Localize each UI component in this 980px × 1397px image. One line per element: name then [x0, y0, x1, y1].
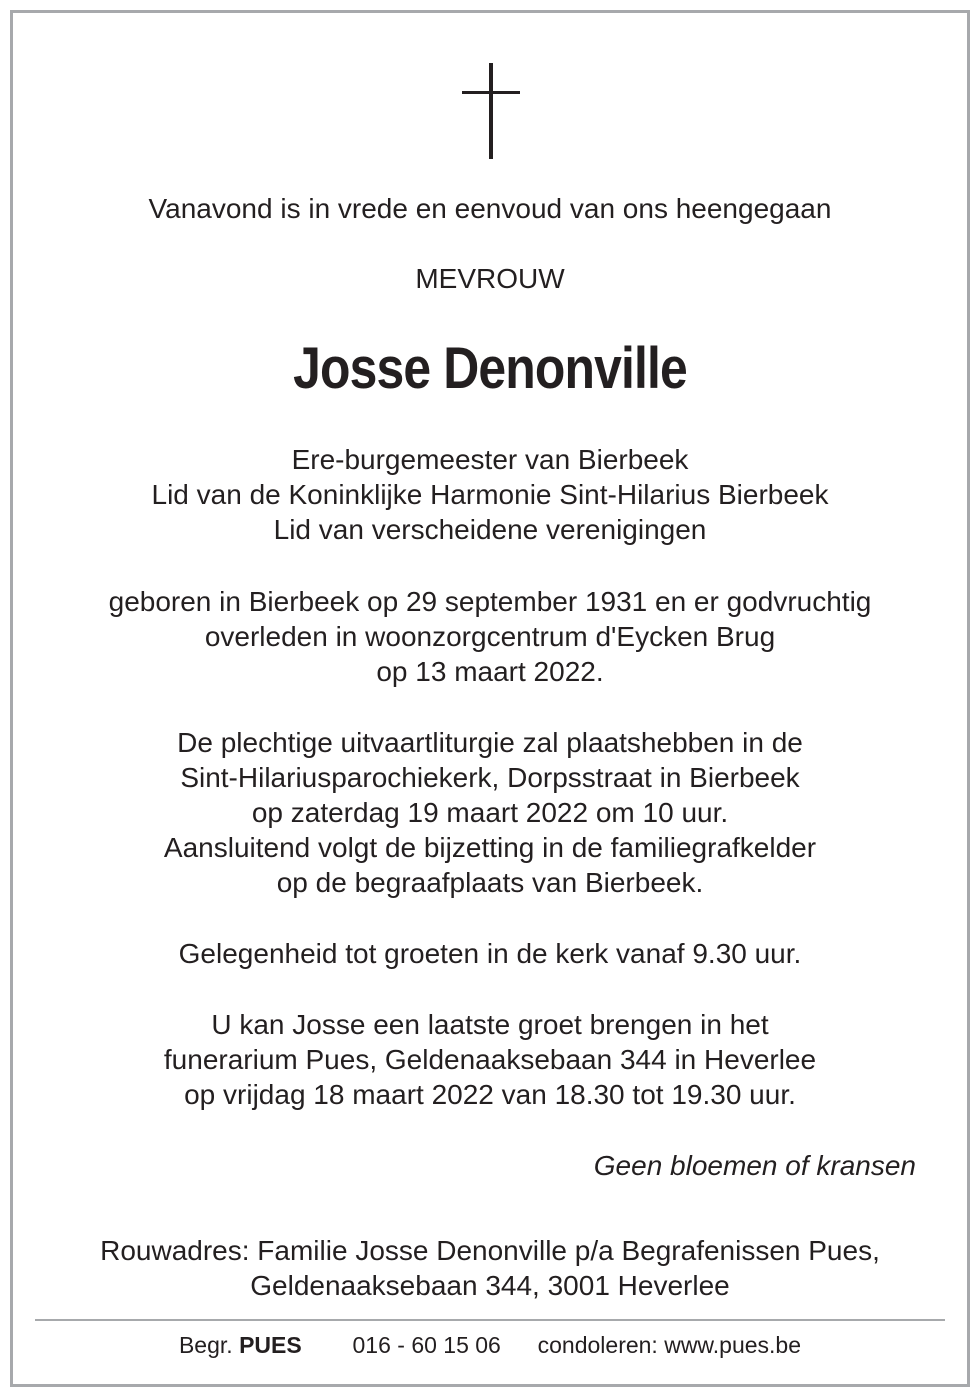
funeral-line: De plechtige uitvaartliturgie zal plaatshebben in de: [177, 727, 803, 758]
visitation-line: op vrijdag 18 maart 2022 van 18.30 tot 19.30 uur.: [184, 1079, 796, 1110]
undertaker-name: PUES: [239, 1332, 302, 1358]
visitation-line: U kan Josse een laatste groet brengen in het: [211, 1009, 769, 1040]
intro-text: Vanavond is in vrede en eenvoud van ons heengegaan: [148, 193, 832, 224]
condolence-text: Gelegenheid tot groeten in de kerk vanaf 9.30 uur.: [178, 938, 802, 969]
visitation-line: funerarium Pues, Geldenaaksebaan 344 in Heverlee: [163, 1044, 817, 1075]
birth-death-line: geboren in Bierbeek op 29 september 1931 en er godvruchtig: [108, 586, 872, 617]
birth-death-line: op 13 maart 2022.: [376, 656, 604, 687]
title-prefix: MEVROUW: [415, 263, 565, 294]
footer-phone: 016 - 60 15 06: [352, 1332, 501, 1358]
role-line: Lid van de Koninklijke Harmonie Sint-Hilarius Bierbeek: [151, 479, 829, 510]
birth-death-line: overleden in woonzorgcentrum d'Eycken Brug: [204, 621, 776, 652]
footer-divider: [35, 1319, 945, 1321]
cross-horizontal-bar: [462, 91, 520, 94]
undertaker-prefix: Begr.: [178, 1332, 233, 1358]
deceased-name: Josse Denonville: [293, 336, 687, 401]
cross-vertical-bar: [489, 63, 493, 159]
role-line: Ere-burgemeester van Bierbeek: [291, 444, 689, 475]
no-flowers-note: Geen bloemen of kransen: [593, 1150, 916, 1181]
role-line: Lid van verscheidene verenigingen: [273, 514, 707, 545]
footer-condolences-link[interactable]: condoleren: www.pues.be: [537, 1332, 802, 1358]
funeral-line: Aansluitend volgt de bijzetting in de familiegrafkelder: [163, 832, 817, 863]
footer: [0, 1330, 980, 1360]
funeral-line: op de begraafplaats van Bierbeek.: [276, 867, 704, 898]
address-line: Geldenaaksebaan 344, 3001 Heverlee: [250, 1270, 730, 1301]
funeral-line: op zaterdag 19 maart 2022 om 10 uur.: [251, 797, 729, 828]
cross-icon: [462, 63, 520, 159]
funeral-line: Sint-Hilariusparochiekerk, Dorpsstraat in Bierbeek: [180, 762, 800, 793]
address-line: Rouwadres: Familie Josse Denonville p/a Begrafenissen Pues,: [100, 1235, 880, 1266]
